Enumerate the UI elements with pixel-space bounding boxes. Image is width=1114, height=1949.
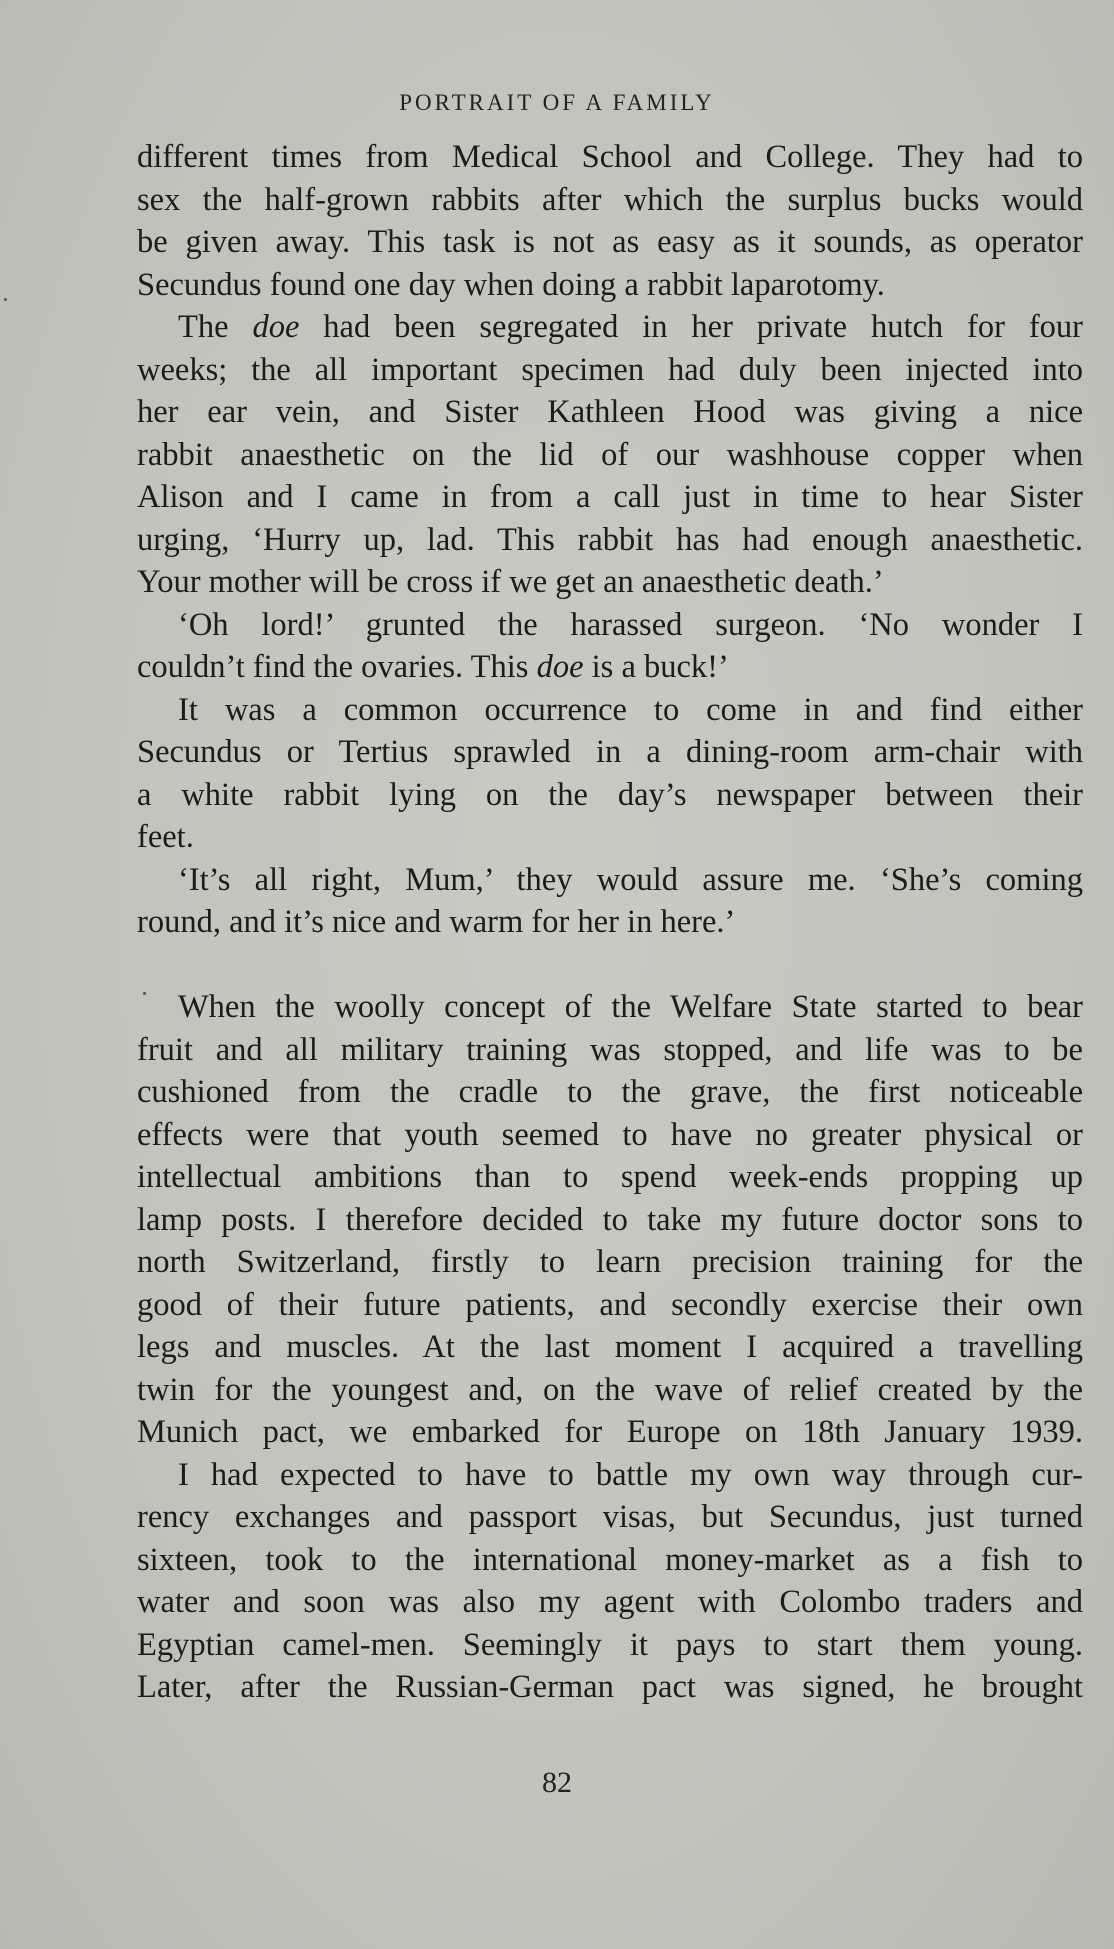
- text-line: twin for the youngest and, on the wave of relief created by the: [137, 1371, 1083, 1408]
- paper-speck: [4, 298, 7, 301]
- text-line: I had expected to have to battle my own way through cur-: [178, 1456, 1083, 1493]
- text-line: couldn’t find the ovaries. This doe is a buck!’: [137, 649, 729, 685]
- text-line: ‘It’s all right, Mum,’ they would assure me. ‘She’s coming: [178, 861, 1083, 898]
- paper-speck: [143, 992, 146, 995]
- text-line: When the woolly concept of the Welfare State started to bear: [178, 989, 1083, 1025]
- text-line: Egyptian camel-men. Seemingly it pays to start them young.: [137, 1626, 1083, 1663]
- page-number: 82: [542, 1766, 572, 1799]
- text-line: Secundus found one day when doing a rabbit laparotomy.: [137, 266, 885, 303]
- text-line: her ear vein, and Sister Kathleen Hood was giving a nice: [137, 394, 1083, 430]
- text-line: sex the half-grown rabbits after which the surplus bucks would: [137, 181, 1083, 218]
- text-line: be given away. This task is not as easy as it sounds, as operator: [137, 224, 1083, 260]
- running-head: PORTRAIT OF A FAMILY: [399, 90, 715, 115]
- text-line: Secundus or Tertius sprawled in a dining-room arm-chair with: [137, 734, 1083, 770]
- text-line: north Switzerland, firstly to learn precision training for the: [137, 1244, 1083, 1280]
- text-line: lamp posts. I therefore decided to take my future doctor sons to: [137, 1201, 1083, 1238]
- text-line: legs and muscles. At the last moment I acquired a travelling: [137, 1329, 1083, 1365]
- text-line: weeks; the all important specimen had duly been injected into: [137, 351, 1083, 388]
- body-text: [137, 136, 1083, 1709]
- text-line: a white rabbit lying on the day’s newspaper between their: [137, 776, 1083, 813]
- text-line: Later, after the Russian-German pact was signed, he brought: [137, 1669, 1083, 1705]
- text-line: ‘Oh lord!’ grunted the harassed surgeon. ‘No wonder I: [178, 606, 1083, 643]
- text-line: It was a common occurrence to come in and find either: [178, 691, 1083, 728]
- text-line: rabbit anaesthetic on the lid of our washhouse copper when: [137, 436, 1083, 473]
- text-line: cushioned from the cradle to the grave, the first noticeable: [137, 1074, 1083, 1110]
- text-line: effects were that youth seemed to have no greater physical or: [137, 1116, 1083, 1153]
- text-line: water and soon was also my agent with Colombo traders and: [137, 1584, 1083, 1620]
- text-line: good of their future patients, and secondly exercise their own: [137, 1286, 1083, 1323]
- text-line: Munich pact, we embarked for Europe on 18th January 1939.: [137, 1414, 1083, 1450]
- text-line: rency exchanges and passport visas, but Secundus, just turned: [137, 1499, 1083, 1535]
- text-line: fruit and all military training was stopped, and life was to be: [137, 1031, 1083, 1068]
- text-line: Your mother will be cross if we get an anaesthetic death.’: [137, 564, 884, 600]
- text-line: sixteen, took to the international money-market as a fish to: [137, 1541, 1083, 1578]
- text-line: The doe had been segregated in her private hutch for four: [178, 309, 1083, 345]
- text-line: different times from Medical School and College. They had to: [137, 139, 1083, 175]
- text-line: intellectual ambitions than to spend week-ends propping up: [137, 1159, 1083, 1195]
- text-line: feet.: [137, 819, 194, 855]
- text-line: Alison and I came in from a call just in time to hear Sister: [137, 479, 1083, 515]
- text-line: urging, ‘Hurry up, lad. This rabbit has had enough anaesthetic.: [137, 521, 1083, 558]
- text-line: round, and it’s nice and warm for her in here.’: [137, 904, 736, 940]
- section-break: [137, 944, 1083, 987]
